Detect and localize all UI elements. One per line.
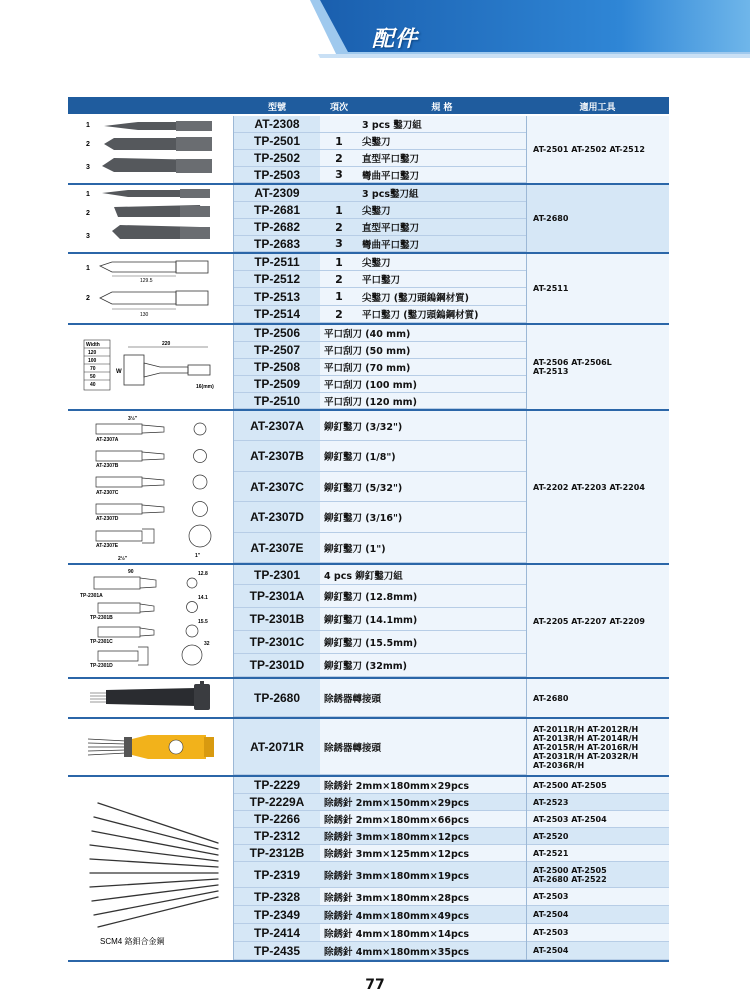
- spec-cell: 除銹針 2mm×180mm×66pcs: [320, 811, 526, 828]
- page-number: 77: [365, 977, 385, 993]
- dimension-label: 129.5: [140, 278, 153, 284]
- tools-cell: [527, 845, 669, 862]
- tools-cell: [526, 254, 669, 323]
- spec-cell: 鉚釘鑿刀 (1"): [320, 533, 526, 563]
- model-cell: TP-2680: [234, 679, 320, 717]
- part-label: AT-2307A: [96, 437, 119, 443]
- group-scraper-2506: [68, 325, 669, 409]
- page-title: 配件: [372, 27, 419, 52]
- tool-line: AT-2501 AT-2502 AT-2512: [533, 145, 645, 154]
- model-column: [234, 565, 320, 677]
- model-cell: TP-2682: [234, 219, 320, 236]
- chisel-set-illustration: [68, 116, 234, 183]
- callout-label: 2: [86, 295, 90, 302]
- tool-line: AT-2506 AT-2506L: [533, 358, 612, 367]
- item-cell: 1: [320, 254, 358, 271]
- dimension-label: W: [116, 369, 122, 375]
- tool-line: AT-2013R/H AT-2014R/H: [533, 733, 639, 743]
- tool-line: AT-2500 AT-2505: [533, 865, 607, 875]
- spec-cell: 除銹針 3mm×180mm×12pcs: [320, 828, 526, 845]
- group-scaler-adapter-2680: [68, 679, 669, 717]
- model-cell: TP-2414: [234, 924, 320, 942]
- rivet-chisel-illustration: [68, 411, 234, 563]
- model-cell: TP-2301D: [234, 654, 320, 677]
- part-label: TP-2301C: [90, 639, 113, 645]
- spec-column: [320, 411, 526, 563]
- tool-line: AT-2503: [533, 928, 569, 937]
- spec-cell: 鉚釘鑿刀 (15.5mm): [320, 631, 526, 654]
- width-value: 40: [90, 382, 96, 388]
- tool-line: AT-2511: [533, 284, 569, 293]
- model-cell: TP-2301B: [234, 608, 320, 631]
- accessories-table: [68, 97, 669, 960]
- model-cell: TP-2507: [234, 342, 320, 359]
- model-cell: TP-2512: [234, 271, 320, 288]
- spec-cell: 除銹針 4mm×180mm×35pcs: [320, 942, 526, 960]
- tool-line: AT-2504: [533, 946, 569, 955]
- scraper-illustration: [68, 325, 234, 409]
- spec-cell: 直型平口鑿刀: [358, 219, 526, 236]
- tool-line: AT-2015R/H AT-2016R/H: [533, 742, 639, 752]
- tool-line: AT-2500 AT-2505: [533, 780, 607, 790]
- dimension-label: 32: [204, 641, 210, 647]
- model-cell: AT-2307A: [234, 411, 320, 441]
- spec-cell: 除銹針 2mm×150mm×29pcs: [320, 794, 526, 811]
- model-cell: TP-2681: [234, 202, 320, 219]
- spec-column: [320, 565, 526, 677]
- spec-cell: 3 pcs 鑿刀組: [358, 116, 526, 133]
- model-column: [234, 116, 320, 183]
- item-cell: 3: [320, 167, 358, 183]
- tools-cell: [527, 777, 669, 794]
- tool-line: AT-2503: [533, 892, 569, 901]
- model-cell: TP-2229: [234, 777, 320, 794]
- material-caption: SCM4 鉻鉬合金鋼: [100, 937, 165, 946]
- part-label: TP-2301D: [90, 663, 113, 669]
- tools-cell: [526, 565, 669, 677]
- dimension-label: 220: [162, 341, 171, 347]
- group-chisel-set-2308: [68, 116, 669, 183]
- spec-cell: 除銹針 3mm×180mm×28pcs: [320, 888, 526, 906]
- spec-cell: 除銹器轉接頭: [320, 719, 526, 775]
- spec-cell: 尖鑿刀 (鑿刀頭鎢鋼材質): [358, 288, 526, 306]
- spec-cell: 平口刮刀 (50 mm): [320, 342, 526, 359]
- item-cell: [320, 185, 358, 202]
- tools-cell: [527, 828, 669, 845]
- callout-label: 1: [86, 265, 90, 272]
- tools-cell: [526, 411, 669, 563]
- tool-line: AT-2011R/H AT-2012R/H: [533, 724, 639, 734]
- spec-column: [320, 719, 526, 775]
- spec-cell: 鉚釘鑿刀 (1/8"): [320, 441, 526, 472]
- dimension-label: 15.5: [198, 619, 208, 625]
- part-label: TP-2301B: [90, 615, 113, 621]
- model-cell: TP-2509: [234, 376, 320, 393]
- tools-cell: [526, 325, 669, 409]
- tools-cell: [526, 116, 669, 183]
- spec-cell: 直型平口鑿刀: [358, 150, 526, 167]
- spec-cell: 鉚釘鑿刀 (14.1mm): [320, 608, 526, 631]
- tools-cell: [527, 794, 669, 811]
- spec-column: [320, 325, 526, 409]
- spec-cell: 平口刮刀 (40 mm): [320, 325, 526, 342]
- item-cell: 2: [320, 306, 358, 323]
- model-cell: TP-2508: [234, 359, 320, 376]
- group-rivet-chisel-2301: [68, 565, 669, 677]
- tool-line: AT-2036R/H: [533, 760, 585, 770]
- needle-scaler-illustration: [68, 719, 234, 775]
- tool-line: AT-2523: [533, 797, 569, 807]
- group-chisel-2511: [68, 254, 669, 323]
- callout-label: 2: [86, 141, 90, 148]
- tool-line: AT-2513: [533, 367, 569, 376]
- spec-cell: 4 pcs 鉚釘鑿刀組: [320, 565, 526, 585]
- dimension-label: 130: [140, 312, 149, 318]
- spec-column: [320, 679, 526, 717]
- scaler-needles-illustration: [68, 777, 234, 960]
- model-cell: TP-2511: [234, 254, 320, 271]
- tool-line: AT-2680 AT-2522: [533, 874, 607, 884]
- header-tools: 適用工具: [579, 103, 616, 113]
- model-cell: TP-2513: [234, 288, 320, 306]
- tools-cell: [526, 185, 669, 252]
- tools-cell: [527, 942, 669, 960]
- model-cell: TP-2319: [234, 862, 320, 888]
- dimension-label: 12.8: [198, 571, 208, 577]
- model-cell: TP-2266: [234, 811, 320, 828]
- model-cell: AT-2309: [234, 185, 320, 202]
- part-label: AT-2307B: [96, 463, 119, 469]
- model-column: [234, 411, 320, 563]
- item-cell: 3: [320, 236, 358, 252]
- model-cell: TP-2301: [234, 565, 320, 585]
- spec-cell: 除銹針 3mm×125mm×12pcs: [320, 845, 526, 862]
- tool-line: AT-2521: [533, 848, 569, 858]
- model-cell: TP-2683: [234, 236, 320, 252]
- chisel-illustration: [68, 254, 234, 323]
- model-cell: AT-2071R: [234, 719, 320, 775]
- callout-label: 1: [86, 122, 90, 129]
- part-label: AT-2307D: [96, 516, 119, 522]
- model-cell: TP-2349: [234, 906, 320, 924]
- spec-cell: 鉚釘鑿刀 (3/32"): [320, 411, 526, 441]
- model-cell: AT-2307E: [234, 533, 320, 563]
- width-value: 120: [88, 350, 97, 356]
- dimension-label: 1": [195, 553, 201, 559]
- part-label: TP-2301A: [80, 593, 103, 599]
- width-value: 70: [90, 366, 96, 372]
- model-cell: TP-2506: [234, 325, 320, 342]
- spec-column: [320, 777, 526, 960]
- tool-line: AT-2680: [533, 214, 569, 223]
- spec-cell: 除銹針 4mm×180mm×14pcs: [320, 924, 526, 942]
- item-cell: 1: [320, 288, 358, 306]
- callout-label: 3: [86, 164, 90, 171]
- spec-cell: 彎曲平口鑿刀: [358, 236, 526, 252]
- model-cell: TP-2503: [234, 167, 320, 183]
- model-cell: AT-2307C: [234, 472, 320, 502]
- part-label: AT-2307C: [96, 490, 119, 496]
- tool-line: AT-2504: [533, 910, 569, 919]
- model-cell: TP-2229A: [234, 794, 320, 811]
- spec-cell: 平口刮刀 (70 mm): [320, 359, 526, 376]
- tools-cell: [527, 862, 669, 888]
- tools-cell: [527, 906, 669, 924]
- model-column: [234, 679, 320, 717]
- tools-cell: [526, 719, 669, 775]
- item-cell: 2: [320, 271, 358, 288]
- spec-cell: 鉚釘鑿刀 (32mm): [320, 654, 526, 677]
- width-table-header: Width: [86, 342, 100, 348]
- tool-line: AT-2205 AT-2207 AT-2209: [533, 616, 645, 626]
- chisel-set-illustration: [68, 185, 234, 252]
- callout-label: 2: [86, 210, 90, 217]
- spec-cell: 除銹針 3mm×180mm×19pcs: [320, 862, 526, 888]
- tool-line: AT-2202 AT-2203 AT-2204: [533, 482, 645, 492]
- model-cell: TP-2435: [234, 942, 320, 960]
- model-cell: AT-2307D: [234, 502, 320, 533]
- model-cell: TP-2312B: [234, 845, 320, 862]
- spec-cell: 平口刮刀 (120 mm): [320, 393, 526, 409]
- tool-line: AT-2680: [533, 693, 569, 703]
- item-column: [320, 185, 358, 252]
- tools-cell: [526, 679, 669, 717]
- spec-cell: 3 pcs鑿刀組: [358, 185, 526, 202]
- width-value: 100: [88, 358, 97, 364]
- callout-label: 3: [86, 233, 90, 240]
- part-label: AT-2307E: [96, 543, 119, 549]
- spec-cell: 平口刮刀 (100 mm): [320, 376, 526, 393]
- tools-cell: [527, 888, 669, 906]
- tools-cell: [527, 811, 669, 828]
- dimension-label: 2½": [118, 556, 128, 562]
- tools-cell: [527, 924, 669, 942]
- model-cell: AT-2308: [234, 116, 320, 133]
- model-cell: AT-2307B: [234, 441, 320, 472]
- model-cell: TP-2502: [234, 150, 320, 167]
- spec-cell: 鉚釘鑿刀 (5/32"): [320, 472, 526, 502]
- group-chisel-set-2309: [68, 185, 669, 252]
- header-item: 項次: [329, 103, 348, 113]
- group-rivet-chisel-2307: [68, 411, 669, 563]
- tool-line: AT-2520: [533, 831, 569, 841]
- spec-cell: 平口鑿刀 (鑿刀頭鎢鋼材質): [358, 306, 526, 323]
- dimension-label: 16(mm): [196, 384, 214, 390]
- spec-column: [358, 185, 526, 252]
- item-cell: 1: [320, 202, 358, 219]
- callout-label: 1: [86, 191, 90, 198]
- spec-cell: 尖鑿刀: [358, 202, 526, 219]
- table-header: [68, 97, 669, 114]
- item-cell: 2: [320, 150, 358, 167]
- dimension-label: 14.1: [198, 595, 208, 601]
- spec-column: [358, 254, 526, 323]
- spec-cell: 鉚釘鑿刀 (3/16"): [320, 502, 526, 533]
- model-cell: TP-2328: [234, 888, 320, 906]
- spec-cell: 尖鑿刀: [358, 133, 526, 150]
- tool-line: AT-2031R/H AT-2032R/H: [533, 751, 639, 761]
- model-cell: TP-2301A: [234, 585, 320, 608]
- dimension-label: 3½": [128, 416, 138, 422]
- item-cell: 2: [320, 219, 358, 236]
- spec-cell: 尖鑿刀: [358, 254, 526, 271]
- model-column: [234, 254, 320, 323]
- item-cell: [320, 116, 358, 133]
- spec-cell: 平口鑿刀: [358, 271, 526, 288]
- tool-line: AT-2503 AT-2504: [533, 814, 607, 824]
- spec-cell: 鉚釘鑿刀 (12.8mm): [320, 585, 526, 608]
- model-cell: TP-2312: [234, 828, 320, 845]
- item-column: [320, 254, 358, 323]
- model-cell: TP-2501: [234, 133, 320, 150]
- spec-cell: 除銹器轉接頭: [320, 679, 526, 717]
- group-scaler-adapter-2071r: [68, 719, 669, 775]
- scaler-adapter-illustration: [68, 679, 234, 717]
- model-column: [234, 325, 320, 409]
- dimension-label: 90: [128, 569, 134, 575]
- header-spec: 規 格: [431, 103, 453, 113]
- rivet-chisel-set-illustration: [68, 565, 234, 677]
- model-cell: TP-2514: [234, 306, 320, 323]
- item-column: [320, 116, 358, 183]
- spec-cell: 除銹針 2mm×180mm×29pcs: [320, 777, 526, 794]
- tools-column: [526, 777, 669, 960]
- group-scaler-needles: [68, 777, 669, 960]
- item-cell: 1: [320, 133, 358, 150]
- model-column: [234, 777, 320, 960]
- model-column: [234, 719, 320, 775]
- model-column: [234, 185, 320, 252]
- model-cell: TP-2510: [234, 393, 320, 409]
- header-model: 型號: [267, 103, 286, 113]
- spec-cell: 除銹針 4mm×180mm×49pcs: [320, 906, 526, 924]
- spec-cell: 彎曲平口鑿刀: [358, 167, 526, 183]
- width-value: 50: [90, 374, 96, 380]
- model-cell: TP-2301C: [234, 631, 320, 654]
- spec-column: [358, 116, 526, 183]
